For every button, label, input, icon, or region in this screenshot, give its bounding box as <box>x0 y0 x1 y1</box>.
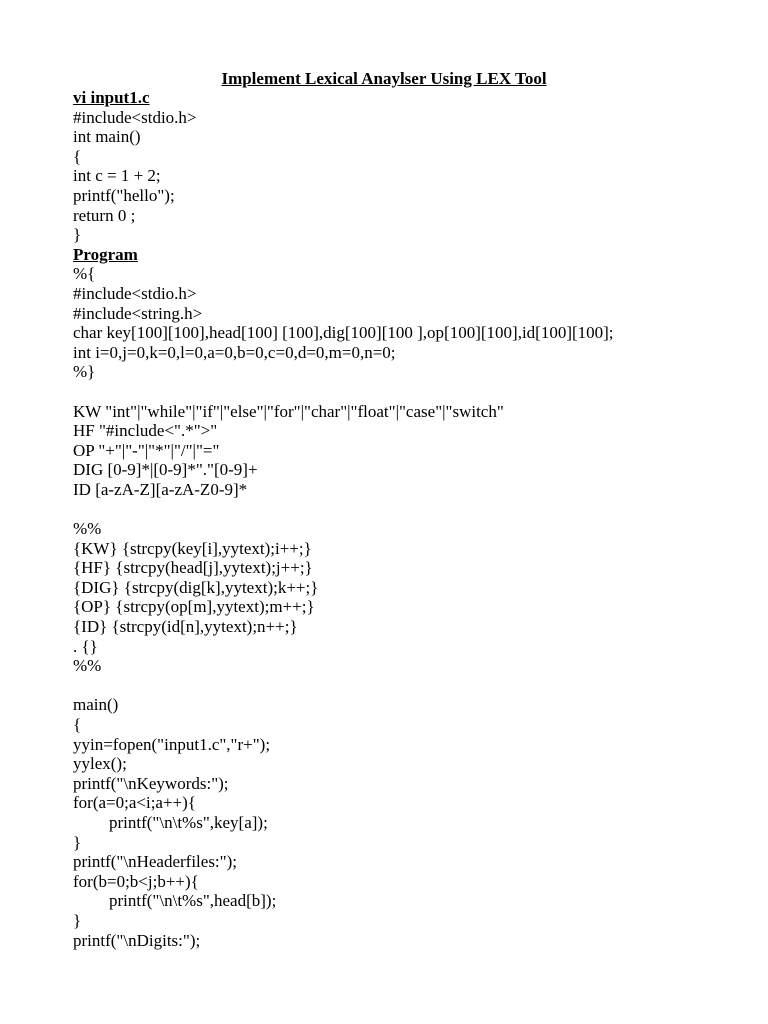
blank-line <box>73 676 753 696</box>
code-line: int main() <box>73 127 141 147</box>
code-line: #include<string.h> <box>73 303 203 323</box>
code-line: } <box>73 910 82 930</box>
code-line: #include<stdio.h> <box>73 283 197 303</box>
code-line: DIG [0-9]*|[0-9]*"."[0-9]+ <box>73 460 258 480</box>
code-line: {HF} {strcpy(head[j],yytext);j++;} <box>73 558 313 578</box>
code-line: %{ <box>73 264 96 284</box>
code-line: } <box>73 832 82 852</box>
code-line: printf("\n\t%s",key[a]); <box>109 812 268 832</box>
code-line: for(a=0;a<i;a++){ <box>73 793 196 813</box>
code-line: { <box>73 715 82 734</box>
code-line: {DIG} {strcpy(dig[k],yytext);k++;} <box>73 577 319 597</box>
code-line: yyin=fopen("input1.c","r+"); <box>73 734 271 754</box>
code-line: %% <box>73 519 102 539</box>
blank-line <box>73 382 753 402</box>
code-line: printf("\nKeywords:"); <box>73 773 229 793</box>
code-line: {KW} {strcpy(key[i],yytext);i++;} <box>73 538 312 558</box>
code-line: return 0 ; <box>73 205 136 225</box>
code-line: {ID} {strcpy(id[n],yytext);n++;} <box>73 617 298 637</box>
code-line: int i=0,j=0,k=0,l=0,a=0,b=0,c=0,d=0,m=0,n=0; <box>73 342 396 362</box>
code-line: for(b=0;b<j;b++){ <box>73 871 199 891</box>
code-line: {OP} {strcpy(op[m],yytext);m++;} <box>73 597 315 617</box>
section-heading: Program <box>73 244 138 264</box>
code-line: %} <box>73 362 96 382</box>
code-line: %% <box>73 656 102 676</box>
code-line: #include<stdio.h> <box>73 107 197 127</box>
code-line: KW "int"|"while"|"if"|"else"|"for"|"char"|"float"|"case"|"switch" <box>73 401 504 421</box>
section-heading: vi input1.c <box>73 88 150 107</box>
code-line: printf("hello"); <box>73 185 175 205</box>
code-line: ID [a-zA-Z][a-zA-Z0-9]* <box>73 479 248 499</box>
code-line: printf("\nDigits:"); <box>73 930 201 950</box>
code-line: printf("\n\t%s",head[b]); <box>109 891 277 911</box>
document-title: Implement Lexical Anaylser Using LEX Tool <box>221 69 547 88</box>
code-line: { <box>73 146 82 166</box>
code-line: main() <box>73 695 119 715</box>
code-line: . {} <box>73 636 98 656</box>
code-line: yylex(); <box>73 754 127 774</box>
blank-line <box>73 499 753 519</box>
code-line: HF "#include<".*">" <box>73 421 218 441</box>
code-line: } <box>73 225 82 245</box>
code-line: int c = 1 + 2; <box>73 166 161 186</box>
code-line: printf("\nHeaderfiles:"); <box>73 852 237 872</box>
code-line: OP "+"|"-"|"*"|"/"|"=" <box>73 440 220 460</box>
code-line: char key[100][100],head[100] [100],dig[100][100 ],op[100][100],id[100][100]; <box>73 323 614 343</box>
document-body <box>73 88 753 950</box>
